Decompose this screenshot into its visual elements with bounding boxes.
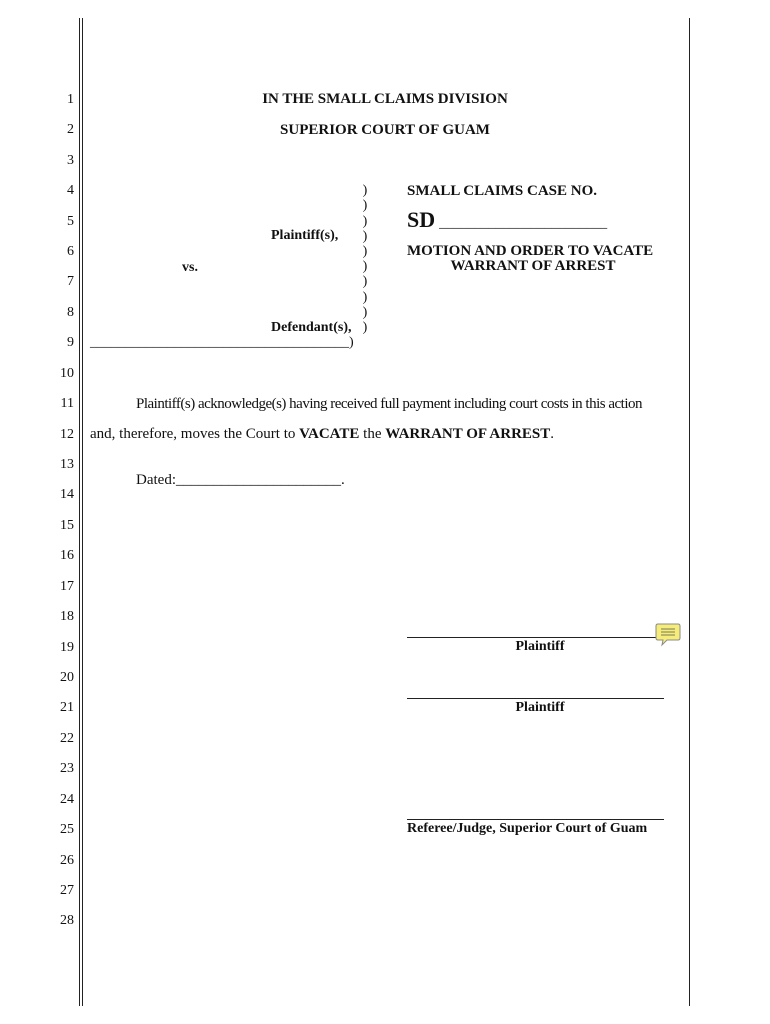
dated-label: Dated: — [136, 472, 176, 488]
line-number: 3 — [67, 153, 74, 168]
plaintiff-label: Plaintiff(s), — [271, 228, 339, 243]
defendant-label: Defendant(s), — [271, 320, 352, 335]
line-number: 26 — [60, 853, 74, 868]
caption-paren: ) — [362, 198, 368, 213]
left-margin-rule-outer — [79, 18, 80, 1006]
line-number: 4 — [67, 183, 74, 198]
court-division-heading: IN THE SMALL CLAIMS DIVISION — [262, 91, 508, 107]
line-number: 5 — [67, 214, 74, 229]
line-number: 6 — [67, 244, 74, 259]
vacate-emphasis: VACATE — [299, 426, 360, 442]
line-number: 16 — [60, 548, 74, 563]
case-number-blank: ________________________ — [439, 216, 608, 231]
line-number: 12 — [60, 427, 74, 442]
line-number: 8 — [67, 305, 74, 320]
judge-signature-label: Referee/Judge, Superior Court of Guam — [407, 821, 648, 836]
left-margin-rule-inner — [82, 18, 83, 1006]
line-number: 14 — [60, 487, 74, 502]
caption-bottom-line — [90, 335, 354, 351]
motion-title-line1: MOTION AND ORDER TO VACATE — [407, 243, 654, 259]
line-number: 20 — [60, 670, 74, 685]
line-number: 22 — [60, 731, 74, 746]
line-number: 10 — [60, 366, 74, 381]
line-number: 2 — [67, 122, 74, 137]
plaintiff-signature-line-2[interactable] — [407, 698, 664, 699]
caption-paren: ) — [362, 320, 368, 335]
line-number: 11 — [60, 396, 74, 411]
right-margin-rule — [689, 18, 690, 1006]
plaintiff-signature-label-2: Plaintiff — [515, 700, 565, 715]
caption-paren: ) — [362, 290, 368, 305]
caption-paren: ) — [362, 244, 368, 259]
caption-paren: ) — [362, 259, 368, 274]
line-number: 23 — [60, 761, 74, 776]
line-number: 27 — [60, 883, 74, 898]
caption-paren: ) — [362, 214, 368, 229]
case-prefix: SD — [407, 207, 436, 232]
case-number-label: SMALL CLAIMS CASE NO. — [407, 183, 598, 199]
motion-title-line2: WARRANT OF ARREST — [450, 258, 616, 274]
line-number: 19 — [60, 640, 74, 655]
caption-bottom-paren: ) — [349, 335, 354, 350]
line-number: 7 — [67, 274, 74, 289]
body-period: . — [550, 426, 555, 442]
body-the: the — [359, 426, 386, 442]
line-number: 13 — [60, 457, 74, 472]
caption-paren: ) — [362, 229, 368, 244]
case-number-field[interactable] — [407, 207, 607, 233]
plaintiff-signature-line-1[interactable] — [407, 637, 664, 638]
line-number: 17 — [60, 579, 74, 594]
caption-paren: ) — [362, 305, 368, 320]
body-paragraph-line2 — [90, 426, 554, 443]
line-number: 9 — [67, 335, 74, 350]
comment-note-icon[interactable] — [655, 621, 681, 647]
caption-paren: ) — [362, 274, 368, 289]
line-number: 1 — [67, 92, 74, 107]
caption-bottom-underline: _____________________________________ — [90, 335, 349, 350]
line-number: 21 — [60, 700, 74, 715]
line-number: 15 — [60, 518, 74, 533]
body-paragraph-line1: Plaintiff(s) acknowledge(s) having received full payment including court costs in this action — [136, 396, 642, 412]
line-number: 24 — [60, 792, 74, 807]
plaintiff-signature-label-1: Plaintiff — [515, 639, 565, 654]
line-number: 18 — [60, 609, 74, 624]
dated-field[interactable] — [136, 472, 345, 489]
line-number: 28 — [60, 913, 74, 928]
vs-label: vs. — [182, 260, 198, 275]
court-name-heading: SUPERIOR COURT OF GUAM — [280, 122, 490, 138]
dated-blank: ______________________. — [175, 472, 345, 488]
warrant-emphasis: WARRANT OF ARREST — [385, 426, 551, 442]
body-line2-prefix: and, therefore, moves the Court to — [90, 426, 300, 442]
judge-signature-line[interactable] — [407, 819, 664, 820]
line-number: 25 — [60, 822, 74, 837]
caption-paren: ) — [362, 183, 368, 198]
